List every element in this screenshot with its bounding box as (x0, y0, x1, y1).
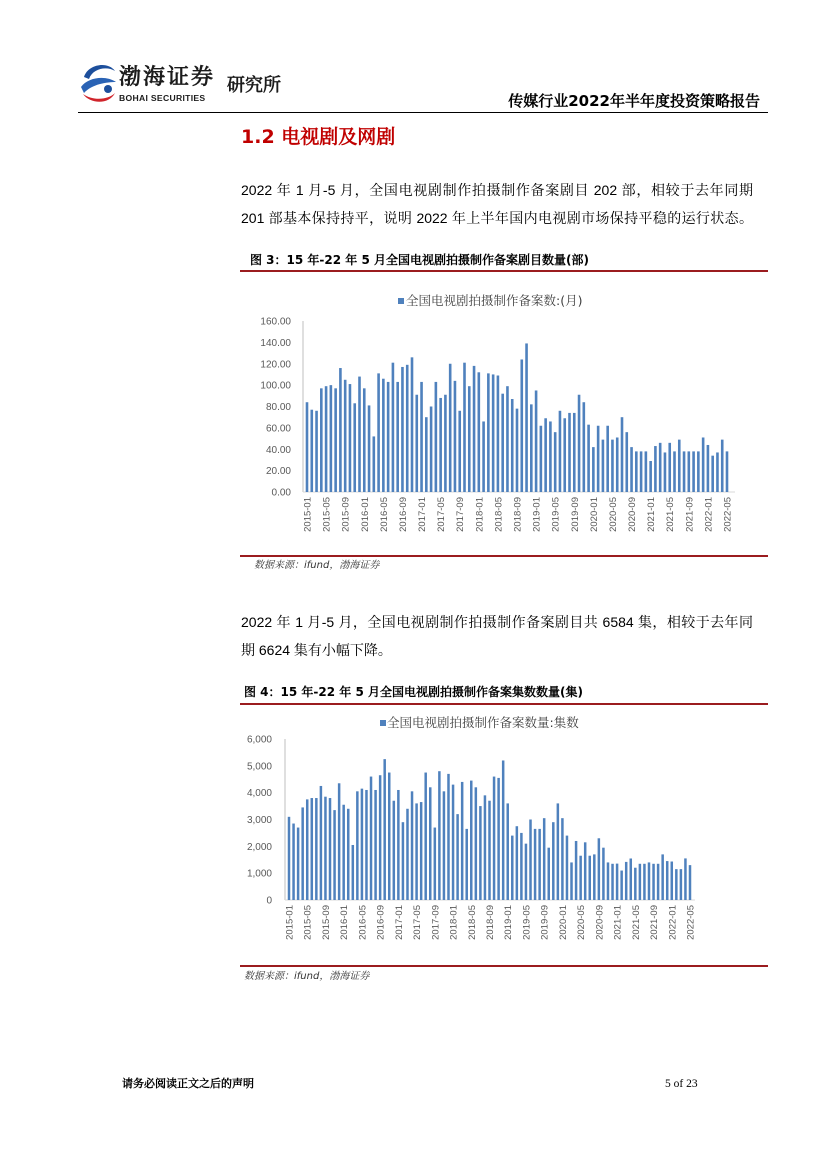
data-bar (439, 398, 442, 492)
x-tick-label: 2018-09 (512, 497, 524, 532)
data-bar (306, 799, 309, 900)
x-tick-label: 2020-01 (557, 905, 569, 940)
data-bar (688, 451, 691, 492)
data-bar (497, 376, 500, 492)
y-tick-label: 140.00 (260, 337, 291, 349)
x-tick-label: 2021-09 (684, 497, 696, 532)
data-bar (411, 357, 414, 492)
chart-drama-episodes (240, 712, 768, 962)
x-tick-label: 2017-01 (393, 905, 405, 940)
figure-4-chart (240, 712, 768, 962)
data-bar (487, 373, 490, 492)
x-tick-label: 2017-05 (412, 905, 424, 940)
data-bar (338, 783, 341, 900)
data-bar (683, 451, 686, 492)
data-bar (347, 809, 350, 900)
data-bar (473, 366, 476, 492)
data-bar (534, 829, 537, 900)
data-bar (465, 829, 468, 900)
x-tick-label: 2015-01 (302, 497, 314, 532)
data-bar (374, 790, 377, 900)
x-tick-label: 2021-05 (665, 497, 677, 532)
data-bar (544, 418, 547, 492)
data-bar (344, 380, 347, 492)
data-bar (434, 828, 437, 900)
figure-4-source: 数据来源：ifund，渤海证券 (244, 971, 370, 982)
x-tick-label: 2018-05 (466, 905, 478, 940)
data-bar (520, 359, 523, 492)
data-bar (392, 363, 395, 492)
data-bar (654, 446, 657, 492)
legend-label: 全国电视剧拍摄制作备案数量:集数 (387, 715, 579, 730)
data-bar (525, 844, 528, 900)
data-bar (579, 856, 582, 900)
header-divider (78, 112, 768, 113)
data-bar (435, 382, 438, 492)
data-bar (602, 848, 605, 900)
data-bar (657, 864, 660, 900)
data-bar (589, 856, 592, 900)
data-bar (297, 828, 300, 900)
data-bar (587, 425, 590, 492)
data-bar (429, 787, 432, 900)
x-tick-label: 2019-09 (569, 497, 581, 532)
data-bar (452, 785, 455, 900)
data-bar (492, 374, 495, 492)
y-tick-label: 100.00 (260, 380, 291, 392)
data-bar (570, 862, 573, 900)
x-tick-label: 2020-09 (594, 905, 606, 940)
x-tick-label: 2018-09 (485, 905, 496, 940)
data-bar (449, 364, 452, 492)
data-bar (484, 795, 487, 900)
data-bar (506, 386, 509, 492)
data-bar (406, 365, 409, 492)
data-bar (383, 759, 386, 900)
x-tick-label: 2016-09 (398, 497, 409, 532)
data-bar (616, 864, 619, 900)
data-bar (468, 386, 471, 492)
x-tick-label: 2021-09 (649, 905, 660, 940)
data-bar (554, 432, 557, 492)
data-bar (415, 395, 418, 492)
data-bar (559, 411, 562, 492)
x-tick-label: 2015-05 (302, 905, 314, 940)
x-tick-label: 2019-01 (531, 497, 543, 532)
data-bar (634, 868, 637, 900)
x-tick-label: 2019-01 (503, 905, 515, 940)
data-bar (379, 775, 382, 900)
data-bar (324, 797, 327, 900)
x-tick-label: 2018-01 (474, 497, 486, 532)
data-bar (352, 845, 355, 900)
data-bar (538, 829, 541, 900)
data-bar (334, 388, 337, 492)
data-bar (373, 436, 376, 492)
x-tick-label: 2016-01 (339, 905, 351, 940)
footer-disclaimer: 请务必阅读正文之后的声明 (122, 1077, 254, 1090)
data-bar (315, 798, 318, 900)
x-tick-label: 2017-01 (417, 497, 428, 532)
y-tick-label: 2,000 (246, 841, 272, 853)
chart-drama-titles (240, 275, 768, 550)
data-bar (292, 824, 295, 900)
x-tick-label: 2022-01 (667, 905, 679, 940)
data-bar (377, 373, 380, 492)
data-bar (401, 367, 404, 492)
data-bar (497, 778, 500, 900)
data-bar (516, 826, 519, 900)
x-tick-label: 2016-09 (375, 905, 387, 940)
figure-4-bottom-rule (240, 965, 768, 967)
data-bar (330, 385, 333, 492)
data-bar (645, 451, 648, 492)
data-bar (333, 810, 336, 900)
x-tick-label: 2016-05 (378, 497, 390, 532)
data-bar (501, 394, 504, 492)
data-bar (568, 413, 571, 492)
paragraph-1-line-1: 2022 年 1 月-5 月，全国电视剧制作拍摄制作备案剧目 202 部，相较于去年同期 (241, 182, 753, 198)
data-bar (353, 403, 356, 492)
y-tick-label: 40.00 (265, 444, 291, 456)
data-bar (447, 774, 450, 900)
data-bar (511, 399, 514, 492)
data-bar (382, 379, 385, 492)
data-bar (368, 405, 371, 492)
data-bar (502, 760, 505, 900)
data-bar (288, 817, 291, 900)
paragraph-2-line-2: 期 6624 集有小幅下降。 (241, 642, 392, 658)
data-bar (363, 388, 366, 492)
x-tick-label: 2020-05 (576, 905, 588, 940)
data-bar (424, 773, 427, 900)
data-bar (689, 865, 692, 900)
x-tick-label: 2022-01 (703, 497, 715, 532)
data-bar (597, 426, 600, 492)
data-bar (649, 461, 652, 492)
data-bar (621, 417, 624, 492)
data-bar (342, 805, 345, 900)
data-bar (659, 443, 662, 492)
x-tick-label: 2017-09 (455, 497, 467, 532)
x-tick-label: 2021-01 (612, 905, 624, 940)
data-bar (606, 426, 609, 492)
x-tick-label: 2021-01 (646, 497, 658, 532)
x-tick-label: 2021-05 (630, 905, 642, 940)
data-bar (675, 869, 678, 900)
data-bar (516, 409, 519, 492)
data-bar (530, 404, 533, 492)
data-bar (566, 836, 569, 900)
data-bar (678, 440, 681, 492)
data-bar (697, 451, 700, 492)
y-tick-label: 6,000 (246, 734, 272, 746)
data-bar (549, 421, 552, 492)
section-heading: 1.2 电视剧及网剧 (241, 126, 396, 148)
data-bar (664, 452, 667, 492)
report-title: 传媒行业2022年半年度投资策略报告 (508, 92, 760, 110)
data-bar (611, 440, 614, 492)
data-bar (444, 395, 447, 492)
data-bar (648, 862, 651, 900)
legend-label: 全国电视剧拍摄制作备案数:(月) (406, 293, 583, 308)
department-label: 研究所 (227, 75, 281, 96)
y-tick-label: 4,000 (246, 788, 272, 800)
data-bar (573, 413, 576, 492)
data-bar (456, 814, 459, 900)
data-bar (365, 790, 368, 900)
x-tick-label: 2022-05 (685, 905, 697, 940)
x-tick-label: 2015-05 (321, 497, 333, 532)
x-tick-label: 2019-05 (550, 497, 562, 532)
data-bar (584, 842, 587, 900)
data-bar (643, 864, 646, 900)
data-bar (635, 451, 638, 492)
logo-english-name: BOHAI SECURITIES (119, 93, 206, 103)
x-tick-label: 2016-01 (359, 497, 371, 532)
data-bar (547, 848, 550, 900)
figure-3-top-rule (240, 270, 768, 272)
data-bar (454, 381, 457, 492)
data-bar (458, 411, 461, 492)
data-bar (339, 368, 342, 492)
data-bar (630, 858, 633, 900)
data-bar (652, 864, 655, 900)
data-bar (616, 437, 619, 492)
data-bar (478, 372, 481, 492)
x-tick-label: 2017-09 (430, 905, 442, 940)
data-bar (540, 426, 543, 492)
data-bar (525, 343, 528, 492)
x-tick-label: 2018-05 (493, 497, 505, 532)
data-bar (563, 418, 566, 492)
y-tick-label: 20.00 (265, 466, 291, 478)
data-bar (415, 803, 418, 900)
data-bar (611, 864, 614, 900)
data-bar (488, 801, 491, 900)
data-bar (329, 798, 332, 900)
data-bar (620, 871, 623, 900)
data-bar (393, 801, 396, 900)
data-bar (598, 838, 601, 900)
y-tick-label: 0 (266, 895, 272, 907)
x-tick-label: 2020-01 (588, 497, 600, 532)
x-tick-label: 2015-09 (340, 497, 352, 532)
data-bar (311, 798, 314, 900)
data-bar (593, 854, 596, 900)
paragraph-2-line-1: 2022 年 1 月-5 月，全国电视剧制作拍摄制作备案剧目共 6584 集，相较于去年同 (241, 614, 753, 630)
data-bar (543, 818, 546, 900)
data-bar (443, 791, 446, 900)
x-tick-label: 2018-01 (448, 905, 460, 940)
data-bar (463, 363, 466, 492)
data-bar (561, 818, 564, 900)
data-bar (361, 789, 364, 900)
data-bar (411, 791, 414, 900)
data-bar (320, 786, 323, 900)
data-bar (420, 382, 423, 492)
data-bar (310, 410, 313, 492)
data-bar (707, 445, 710, 492)
paragraph-1-line-2: 201 部基本保持持平，说明 2022 年上半年国内电视剧市场保持平稳的运行状态。 (241, 210, 753, 226)
data-bar (639, 864, 642, 900)
x-tick-label: 2015-09 (321, 905, 332, 940)
data-bar (430, 407, 433, 493)
data-bar (358, 377, 361, 492)
page-number: 5 of 23 (665, 1078, 698, 1090)
figure-4-caption: 图 4：15 年-22 年 5 月全国电视剧拍摄制作备案集数数量(集) (244, 685, 583, 699)
x-tick-label: 2020-05 (608, 497, 619, 532)
data-bar (630, 447, 633, 492)
data-bar (396, 382, 399, 492)
y-tick-label: 3,000 (246, 815, 272, 826)
data-bar (315, 411, 318, 492)
data-bar (716, 452, 719, 492)
data-bar (475, 787, 478, 900)
data-bar (388, 773, 391, 900)
data-bar (711, 456, 714, 492)
data-bar (493, 777, 496, 900)
y-tick-label: 120.00 (260, 359, 291, 371)
y-tick-label: 5,000 (246, 761, 272, 773)
data-bar (578, 395, 581, 492)
data-bar (529, 820, 532, 901)
data-bar (470, 781, 473, 900)
y-tick-label: 1,000 (246, 868, 272, 880)
logo-chinese-name: 渤海证券 (119, 65, 216, 90)
data-bar (425, 417, 428, 492)
data-bar (607, 862, 610, 900)
data-bar (692, 451, 695, 492)
data-bar (306, 402, 309, 492)
data-bar (520, 833, 523, 900)
data-bar (482, 421, 485, 492)
data-bar (575, 841, 578, 900)
data-bar (397, 790, 400, 900)
x-tick-label: 2016-05 (357, 905, 369, 940)
data-bar (438, 771, 441, 900)
data-bar (402, 822, 405, 900)
data-bar (461, 782, 464, 900)
data-bar (602, 440, 605, 492)
data-bar (511, 836, 514, 900)
figure-3-bottom-rule (240, 555, 768, 557)
x-tick-label: 2019-05 (521, 905, 533, 940)
data-bar (583, 402, 586, 492)
data-bar (726, 451, 729, 492)
data-bar (592, 447, 595, 492)
x-tick-label: 2019-09 (539, 905, 551, 940)
data-bar (506, 803, 509, 900)
figure-3-source: 数据来源：ifund，渤海证券 (254, 560, 380, 571)
data-bar (625, 432, 628, 492)
y-tick-label: 60.00 (265, 423, 291, 435)
data-bar (721, 440, 724, 492)
data-bar (370, 777, 373, 900)
x-tick-label: 2020-09 (627, 497, 638, 532)
data-bar (387, 382, 390, 492)
legend-swatch (380, 720, 386, 726)
data-bar (356, 791, 359, 900)
data-bar (671, 862, 674, 900)
data-bar (301, 807, 304, 900)
x-tick-label: 2015-01 (284, 905, 296, 940)
data-bar (479, 806, 482, 900)
data-bar (320, 388, 323, 492)
data-bar (535, 390, 538, 492)
data-bar (406, 809, 409, 900)
data-bar (625, 862, 628, 900)
y-tick-label: 160.00 (260, 316, 291, 328)
x-tick-label: 2022-05 (722, 497, 734, 532)
data-bar (420, 802, 423, 900)
y-tick-label: 80.00 (265, 402, 291, 413)
data-bar (668, 443, 671, 492)
data-bar (680, 869, 683, 900)
legend-swatch (398, 298, 404, 304)
data-bar (552, 822, 555, 900)
data-bar (702, 437, 705, 492)
figure-3-caption: 图 3：15 年-22 年 5 月全国电视剧拍摄制作备案剧目数量(部) (250, 253, 589, 267)
data-bar (666, 861, 669, 900)
data-bar (640, 451, 643, 492)
data-bar (557, 803, 560, 900)
data-bar (673, 451, 676, 492)
x-tick-label: 2017-05 (436, 497, 448, 532)
figure-3-chart (240, 275, 768, 550)
data-bar (661, 854, 664, 900)
figure-4-top-rule (240, 703, 768, 705)
y-tick-label: 0.00 (271, 487, 291, 499)
data-bar (684, 858, 687, 900)
data-bar (325, 386, 328, 492)
bohai-logo-icon (78, 60, 118, 106)
data-bar (349, 384, 352, 492)
